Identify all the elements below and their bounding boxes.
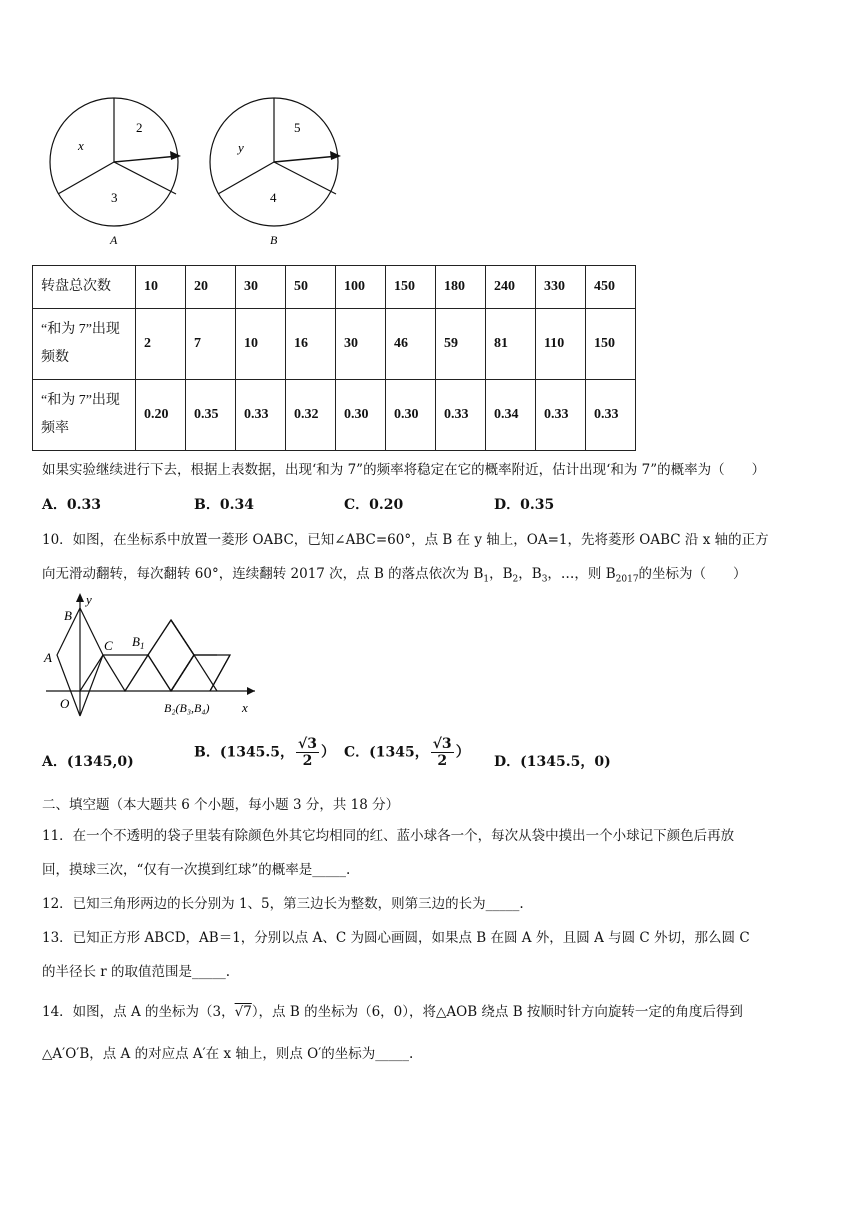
table-row xyxy=(33,309,636,380)
table-cell: 150 xyxy=(386,266,436,309)
table-cell: 81 xyxy=(486,309,536,380)
q9-option-c: C．0.20 xyxy=(344,497,404,513)
subscript: 2017 xyxy=(615,574,639,585)
q10-text: ，B xyxy=(489,566,513,582)
table-cell: 10 xyxy=(136,266,186,309)
table-cell: 240 xyxy=(486,266,536,309)
numerator: √3 xyxy=(298,736,317,752)
subscript: 1 xyxy=(483,574,490,585)
q10-text: ，B xyxy=(518,566,542,582)
table-cell: 50 xyxy=(286,266,336,309)
numerator: √3 xyxy=(432,736,452,752)
sector-label: x xyxy=(78,138,84,153)
table-cell: 10 xyxy=(236,309,286,380)
table-cell: 180 xyxy=(436,266,486,309)
fraction xyxy=(296,736,319,769)
table-cell: 0.32 xyxy=(286,380,336,451)
spinner-label: B xyxy=(270,233,278,247)
sqrt-7: √7 xyxy=(234,1004,252,1020)
q10-text: ，…，则 B xyxy=(547,566,616,582)
table-header-cell: “和为 7”出现频率 xyxy=(33,380,136,451)
sector-label: y xyxy=(238,140,244,155)
q13-line2: 的半径长 r 的取值范围是_____. xyxy=(42,964,231,980)
q12: 12．已知三角形两边的长分别为 1、5，第三边长为整数，则第三边的长为_____. xyxy=(42,896,524,912)
label-B1: $B_1$ xyxy=(132,634,145,651)
table-cell: 150 xyxy=(586,309,636,380)
denominator: 2 xyxy=(302,753,313,769)
frequency-table xyxy=(32,265,636,451)
spinner-a xyxy=(48,92,188,252)
rhombus-figure xyxy=(40,590,260,720)
table-cell: 0.34 xyxy=(486,380,536,451)
table-cell: 0.33 xyxy=(436,380,486,451)
table-cell: 0.33 xyxy=(236,380,286,451)
label-O: O xyxy=(60,696,70,711)
subscript: 3 xyxy=(541,574,548,585)
q14-line2: △A′O′B，点 A 的对应点 A′在 x 轴上，则点 O′的坐标为_____. xyxy=(42,1046,414,1062)
label-x: x xyxy=(242,700,248,715)
q14-text: 14．如图，点 A 的坐标为（3， xyxy=(42,1004,235,1020)
q10-option-c xyxy=(344,736,470,769)
table-row xyxy=(33,380,636,451)
label-y: y xyxy=(86,592,92,607)
fraction xyxy=(431,736,454,769)
subscript: 2 xyxy=(512,574,519,585)
table-cell: 0.33 xyxy=(536,380,586,451)
sector-label: 3 xyxy=(111,190,118,205)
option-text: ） xyxy=(321,744,335,761)
q10-option-a: A．(1345,0) xyxy=(42,754,134,770)
q10-option-d: D．(1345.5，0) xyxy=(494,754,611,770)
spinner-label: A xyxy=(110,233,118,247)
option-text: C．(1345， xyxy=(344,744,429,761)
table-cell: 0.33 xyxy=(586,380,636,451)
q10-option-b xyxy=(194,736,335,769)
option-text: B．(1345.5， xyxy=(194,744,295,761)
table-cell: 30 xyxy=(336,309,386,380)
table-cell: 59 xyxy=(436,309,486,380)
table-cell: 7 xyxy=(186,309,236,380)
table-cell: 0.35 xyxy=(186,380,236,451)
table-cell: 16 xyxy=(286,309,336,380)
section-heading: 二、填空题（本大题共 6 个小题，每小题 3 分，共 18 分） xyxy=(42,797,400,813)
label-B2: B₂(B₃,B₄) xyxy=(164,701,210,715)
q9-option-d: D．0.35 xyxy=(494,497,555,513)
spinner-b xyxy=(208,92,348,252)
sector-label: 5 xyxy=(294,120,301,135)
label-A: A xyxy=(44,650,52,665)
q10-line2 xyxy=(42,562,747,585)
sector-label: 4 xyxy=(270,190,277,205)
table-header-cell: 转盘总次数 xyxy=(33,266,136,309)
q11-line2: 回，摸球三次，“仅有一次摸到红球”的概率是_____. xyxy=(42,862,351,878)
q13-line1: 13．已知正方形 ABCD，AB＝1，分别以点 A、C 为圆心画圆，如果点 B 在圆 A 外，且圆 A 与圆 C 外切，那么圆 C xyxy=(42,930,750,946)
q10-line1: 10．如图，在坐标系中放置一菱形 OABC，已知∠ABC=60°，点 B 在 y 轴上，OA=1，先将菱形 OABC 沿 x 轴的正方 xyxy=(42,532,769,548)
q10-text: 向无滑动翻转，每次翻转 60°，连续翻转 2017 次，点 B 的落点依次为 B xyxy=(42,566,484,582)
table-cell: 450 xyxy=(586,266,636,309)
option-text: ） xyxy=(455,744,470,761)
table-cell: 2 xyxy=(136,309,186,380)
table-cell: 20 xyxy=(186,266,236,309)
q11-line1: 11．在一个不透明的袋子里装有除颜色外其它均相同的红、蓝小球各一个，每次从袋中摸出一个小球记下颜色后再放 xyxy=(42,828,735,844)
q9-option-a: A．0.33 xyxy=(42,497,101,513)
label-B: B xyxy=(64,608,72,623)
sector-label: 2 xyxy=(136,120,143,135)
table-cell: 330 xyxy=(536,266,586,309)
q9-question: 如果实验继续进行下去，根据上表数据，出现‘和为 7”的频率将稳定在它的概率附近，估计出现‘和为 7”的概率为（ ） xyxy=(42,462,766,478)
table-cell: 30 xyxy=(236,266,286,309)
table-cell: 100 xyxy=(336,266,386,309)
table-cell: 0.20 xyxy=(136,380,186,451)
table-header-cell: “和为 7”出现频数 xyxy=(33,309,136,380)
denominator: 2 xyxy=(437,753,448,769)
q9-option-b: B．0.34 xyxy=(194,497,254,513)
q14-line1 xyxy=(42,1000,743,1020)
table-row xyxy=(33,266,636,309)
q14-text: ），点 B 的坐标为（6，0），将△AOB 绕点 B 按顺时针方向旋转一定的角度后得到 xyxy=(251,1004,743,1020)
q10-text: 的坐标为（ ） xyxy=(638,566,747,582)
table-cell: 0.30 xyxy=(386,380,436,451)
label-C: C xyxy=(104,638,113,653)
table-cell: 110 xyxy=(536,309,586,380)
table-cell: 46 xyxy=(386,309,436,380)
table-cell: 0.30 xyxy=(336,380,386,451)
